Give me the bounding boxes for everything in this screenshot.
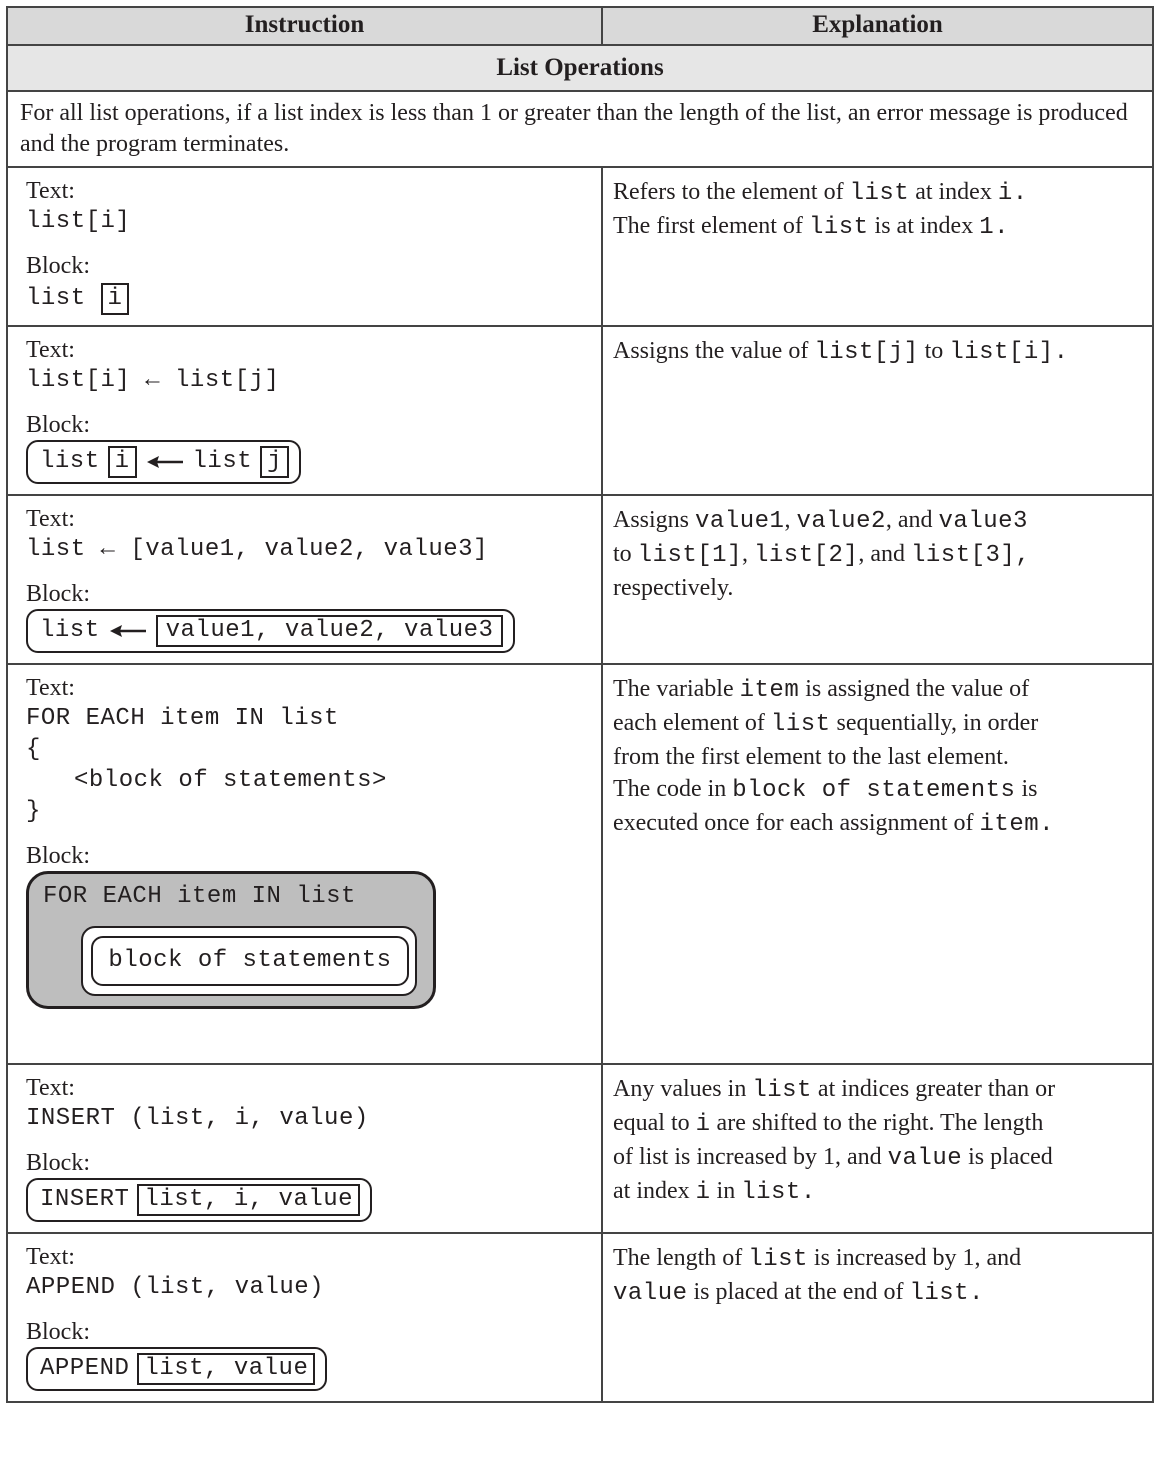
table-row <box>7 664 1153 1064</box>
exp-code: list <box>748 1246 808 1273</box>
block-label: Block: <box>26 1319 90 1345</box>
exp-text: . <box>994 214 1010 241</box>
exp-code: value1 <box>695 508 785 535</box>
exp-text: at indices greater than or <box>811 1076 1056 1102</box>
exp-text: The first element of <box>613 213 809 239</box>
exp-code: 1 <box>979 214 995 241</box>
exp-code: item <box>739 677 800 704</box>
text-label: Text: <box>26 506 75 532</box>
instruction-cell <box>7 167 602 326</box>
exp-text: in <box>710 1178 742 1204</box>
exp-text: is at index <box>868 213 980 239</box>
instruction-cell <box>7 1233 602 1402</box>
exp-code: block of statements <box>732 777 1016 804</box>
section-title: List Operations <box>7 45 1153 91</box>
table-row <box>7 1064 1153 1233</box>
block-keyword: APPEND <box>40 1355 130 1382</box>
explanation-cell <box>602 1233 1153 1402</box>
exp-text: Refers to the element of <box>613 179 850 205</box>
exp-text: are shifted to the right. The length <box>710 1110 1044 1136</box>
block-index-box: j <box>260 446 289 478</box>
exp-code: i <box>695 1179 711 1206</box>
text-code: INSERT (list, i, value) <box>26 1105 369 1132</box>
block-args-box: list, value <box>137 1353 315 1385</box>
exp-code: value2 <box>796 508 886 535</box>
block-diagram <box>26 283 593 315</box>
exp-text: is placed <box>962 1144 1053 1170</box>
exp-text: The variable <box>613 676 740 702</box>
exp-text: , and <box>885 507 939 533</box>
block-label: Block: <box>26 843 90 869</box>
exp-code: i <box>695 1111 711 1138</box>
explanation-cell <box>602 1064 1153 1233</box>
exp-text: of list is increased by 1, and <box>613 1144 888 1170</box>
text-code-line: { <box>26 736 41 763</box>
note-row <box>7 91 1153 167</box>
exp-code: list[j] <box>814 339 919 366</box>
exp-text: Assigns the value of <box>613 338 815 364</box>
block-index-box: i <box>101 283 130 315</box>
exp-text: Assigns <box>613 507 696 533</box>
text-label: Text: <box>26 675 75 701</box>
instruction-cell <box>7 664 602 1064</box>
exp-text: sequentially, in order <box>830 710 1039 736</box>
exp-text: . <box>969 1280 984 1307</box>
block-keyword: INSERT <box>40 1186 130 1213</box>
exp-code: list <box>808 214 869 241</box>
exp-text: . <box>800 1179 816 1206</box>
explanation-cell <box>602 167 1153 326</box>
explanation-cell <box>602 495 1153 664</box>
list-assign-block <box>26 609 515 653</box>
exp-code: list[2] <box>754 542 859 569</box>
exp-text: each element of <box>613 710 771 736</box>
exp-code: value3 <box>938 508 1028 535</box>
instruction-cell <box>7 326 602 495</box>
exp-text: The length of <box>613 1245 749 1271</box>
exp-text: equal to <box>613 1110 696 1136</box>
assign-block <box>26 440 301 484</box>
for-each-body-outer <box>81 926 417 996</box>
block-label: Block: <box>26 253 90 279</box>
exp-code: list <box>741 1179 801 1206</box>
block-list: list <box>40 448 100 475</box>
exp-code: value <box>613 1280 688 1307</box>
exp-text: to <box>613 541 638 567</box>
exp-text: The code in <box>613 776 733 802</box>
exp-code: value <box>887 1145 963 1172</box>
block-label: Block: <box>26 1150 90 1176</box>
exp-text: at index <box>613 1178 696 1204</box>
header-explanation: Explanation <box>602 7 1153 45</box>
left-arrow-icon <box>145 455 185 469</box>
text-label: Text: <box>26 1075 75 1101</box>
exp-text: to <box>918 338 950 364</box>
exp-code: i <box>997 180 1013 207</box>
left-arrow-icon <box>108 624 148 638</box>
for-each-block <box>26 871 436 1009</box>
exp-text: . <box>1039 811 1055 838</box>
text-code: list ← [value1, value2, value3] <box>26 536 488 563</box>
exp-code: list[i] <box>949 339 1054 366</box>
exp-code: list <box>909 1280 970 1307</box>
exp-text: respectively. <box>613 575 734 601</box>
instruction-cell <box>7 1064 602 1233</box>
text-code-line: FOR EACH item IN list <box>26 705 339 732</box>
text-label: Text: <box>26 1244 75 1270</box>
exp-text: , and <box>858 541 911 567</box>
table-row <box>7 1233 1153 1402</box>
text-code: APPEND (list, value) <box>26 1274 325 1301</box>
exp-code: item <box>979 811 1040 838</box>
table-row <box>7 167 1153 326</box>
text-code-line: } <box>26 798 41 825</box>
text-code: list[i] <box>26 208 131 235</box>
text-label: Text: <box>26 178 75 204</box>
exp-code: list <box>849 180 910 207</box>
exp-text: , <box>742 541 754 567</box>
reference-document <box>6 6 1152 1403</box>
block-list: list <box>40 617 100 644</box>
exp-code: list <box>770 711 831 738</box>
block-label: Block: <box>26 581 90 607</box>
block-values-box: value1, value2, value3 <box>156 615 504 647</box>
section-note: For all list operations, if a list index is less than 1 or greater than the length of the list, an error message is produced and the program terminates. <box>7 91 1153 167</box>
block-index-box: i <box>108 446 137 478</box>
exp-text: executed once for each assignment of <box>613 810 980 836</box>
exp-text: is <box>1015 776 1038 802</box>
explanation-cell <box>602 664 1153 1064</box>
block-body-text: block of statements <box>108 947 392 974</box>
insert-block <box>26 1178 372 1222</box>
block-label: Block: <box>26 412 90 438</box>
text-code: list[i] ← list[j] <box>26 367 280 394</box>
exp-text: . <box>1053 339 1069 366</box>
exp-text: , <box>784 507 797 533</box>
exp-text: is assigned the value of <box>799 676 1030 702</box>
exp-code: list <box>752 1077 812 1104</box>
block-args-box: list, i, value <box>137 1184 360 1216</box>
exp-text: is increased by 1, and <box>807 1245 1022 1271</box>
table-row <box>7 495 1153 664</box>
block-list: list <box>26 285 86 312</box>
exp-text: is placed at the end of <box>687 1279 910 1305</box>
exp-text: Any values in <box>613 1076 753 1102</box>
for-each-header: FOR EACH item IN list <box>43 883 356 910</box>
explanation-cell <box>602 326 1153 495</box>
append-block <box>26 1347 327 1391</box>
exp-text: . <box>1012 180 1028 207</box>
exp-code: list[1] <box>637 542 742 569</box>
section-row <box>7 45 1153 91</box>
exp-text: at index <box>909 179 998 205</box>
text-code-line: <block of statements> <box>74 767 387 794</box>
instruction-table <box>6 6 1154 1403</box>
block-list: list <box>192 448 253 475</box>
exp-code: list[3] <box>910 542 1016 569</box>
exp-text: from the first element to the last element. <box>613 744 1009 770</box>
text-label: Text: <box>26 337 75 363</box>
table-row <box>7 326 1153 495</box>
exp-text: , <box>1015 542 1031 569</box>
header-row <box>7 7 1153 45</box>
header-instruction: Instruction <box>7 7 602 45</box>
instruction-cell <box>7 495 602 664</box>
for-each-body-inner <box>91 936 409 986</box>
